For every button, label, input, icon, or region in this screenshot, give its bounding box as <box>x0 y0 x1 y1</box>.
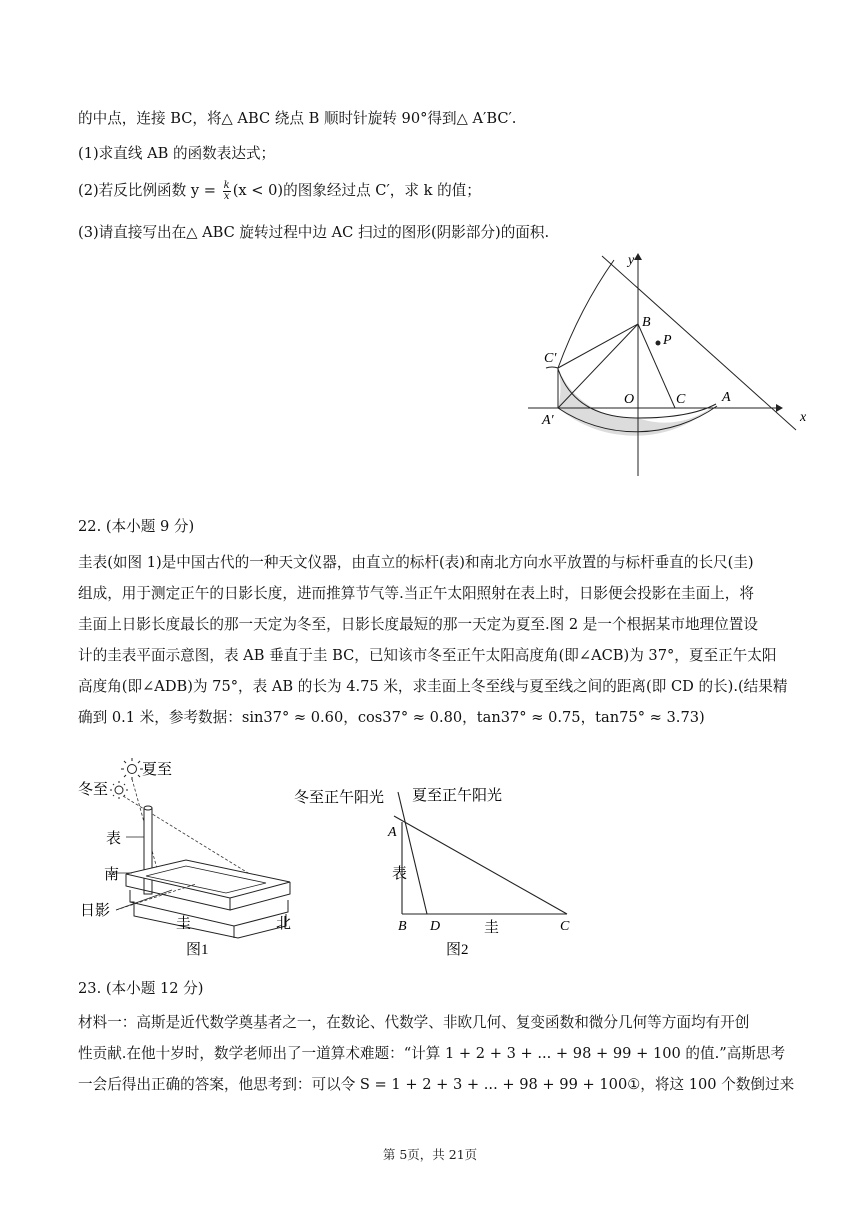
label-gui: 圭 <box>484 920 500 936</box>
question-23-line-2: 性贡献.在他十岁时，数学老师出了一道算术难题：“计算 1 + 2 + 3 + ... + 98 + 99 + 100 的值.”高斯思考 <box>78 1045 786 1062</box>
question-22-line-2: 组成，用于测定正午的日影长度，进而推算节气等.当正午太阳照射在表上时，日影便会投影在圭面上，将 <box>78 585 754 602</box>
c-prime-arc <box>558 260 614 368</box>
question-1: (1)求直线 AB 的函数表达式； <box>78 145 276 162</box>
point-p <box>656 341 661 346</box>
label-b: B <box>642 315 651 330</box>
question-22-line-4: 计的圭表平面示意图，表 AB 垂直于圭 BC，已知该市冬至正午太阳高度角(即∠ACB)为 37°，夏至正午太阳 <box>78 647 777 664</box>
question-22-line-3: 圭面上日影长度最长的那一天定为冬至，日影长度最短的那一天定为夏至.图 2 是一个根据某市地理位置设 <box>78 616 758 633</box>
segment-bc-prime <box>558 324 638 368</box>
label-a: A <box>388 825 397 840</box>
summer-sun-icon <box>121 758 143 780</box>
fraction-k-over-x <box>223 181 231 202</box>
question-23-header: 23. (本小题 12 分) <box>78 980 204 997</box>
question-22-header: 22. (本小题 9 分) <box>78 518 195 535</box>
fraction-numerator: k <box>223 179 230 191</box>
label-a: A <box>722 390 731 405</box>
label-c-prime: C′ <box>544 351 557 366</box>
label-d: D <box>430 919 441 934</box>
label-c: C <box>676 392 686 407</box>
winter-sun-icon <box>110 781 128 799</box>
label-dongzhi: 冬至 <box>78 782 109 798</box>
label-dongzhi-light: 冬至正午阳光 <box>294 790 385 806</box>
label-nan: 南 <box>104 867 120 883</box>
question-22-line-1: 圭表(如图 1)是中国古代的一种天文仪器，由直立的标杆(表)和南北方向水平放置的与标杆垂直的长尺(圭) <box>78 554 754 571</box>
label-o: O <box>624 392 635 407</box>
gnomon-pole <box>144 808 152 894</box>
question-3: (3)请直接写出在△ ABC 旋转过程中边 AC 扫过的图形(阴影部分)的面积. <box>78 224 550 241</box>
label-a-prime: A′ <box>542 413 554 428</box>
gnomon-schematic <box>290 778 590 960</box>
gnomon-illustration <box>76 752 298 960</box>
question-22-line-5: 高度角(即∠ADB)为 75°，表 AB 的长为 4.75 米，求圭面上冬至线与夏至线之间的距离(即 CD 的长).(结果精 <box>78 678 788 695</box>
question-22-line-6: 确到 0.1 米，参考数据：sin37° ≈ 0.60，cos37° ≈ 0.80，tan37° ≈ 0.75，tan75° ≈ 3.73) <box>78 709 705 726</box>
label-biao: 表 <box>106 831 122 847</box>
label-bei: 北 <box>276 916 292 932</box>
label-b: B <box>398 919 407 934</box>
intro-line: 的中点，连接 BC，将△ ABC 绕点 B 顺时针旋转 90°得到△ A′BC′. <box>78 110 517 127</box>
small-arc-c-prime <box>546 367 558 368</box>
question-2 <box>78 180 788 202</box>
caption-fig-1: 图1 <box>186 942 209 958</box>
coordinate-figure <box>520 248 815 480</box>
label-p: P <box>663 333 672 348</box>
page-footer: 第 5页，共 21页 <box>382 1147 478 1162</box>
label-xiazhi-light: 夏至正午阳光 <box>412 788 503 804</box>
segment-ac-winter-light <box>394 816 567 914</box>
question-23-line-3: 一会后得出正确的答案，他思考到：可以令 S = 1 + 2 + 3 + ... + 98 + 99 + 100①，将这 100 个数倒过来 <box>78 1076 795 1093</box>
question-2-prefix: (2)若反比例函数 y = <box>78 182 221 199</box>
label-riying: 日影 <box>80 903 111 919</box>
label-biao: 表 <box>392 866 408 882</box>
question-23-line-1: 材料一：高斯是近代数学奠基者之一，在数论、代数学、非欧几何、复变函数和微分几何等方面均有开创 <box>78 1014 750 1031</box>
caption-fig-2: 图2 <box>446 942 469 958</box>
shaded-swept-region <box>558 368 716 436</box>
label-y: y <box>628 253 635 268</box>
fraction-denominator: x <box>223 190 230 202</box>
label-c: C <box>560 919 570 934</box>
label-x: x <box>800 410 807 425</box>
label-gui: 圭 <box>176 916 192 932</box>
question-2-suffix: (x < 0)的图象经过点 C′，求 k 的值； <box>232 182 481 199</box>
label-xiazhi: 夏至 <box>142 762 173 778</box>
